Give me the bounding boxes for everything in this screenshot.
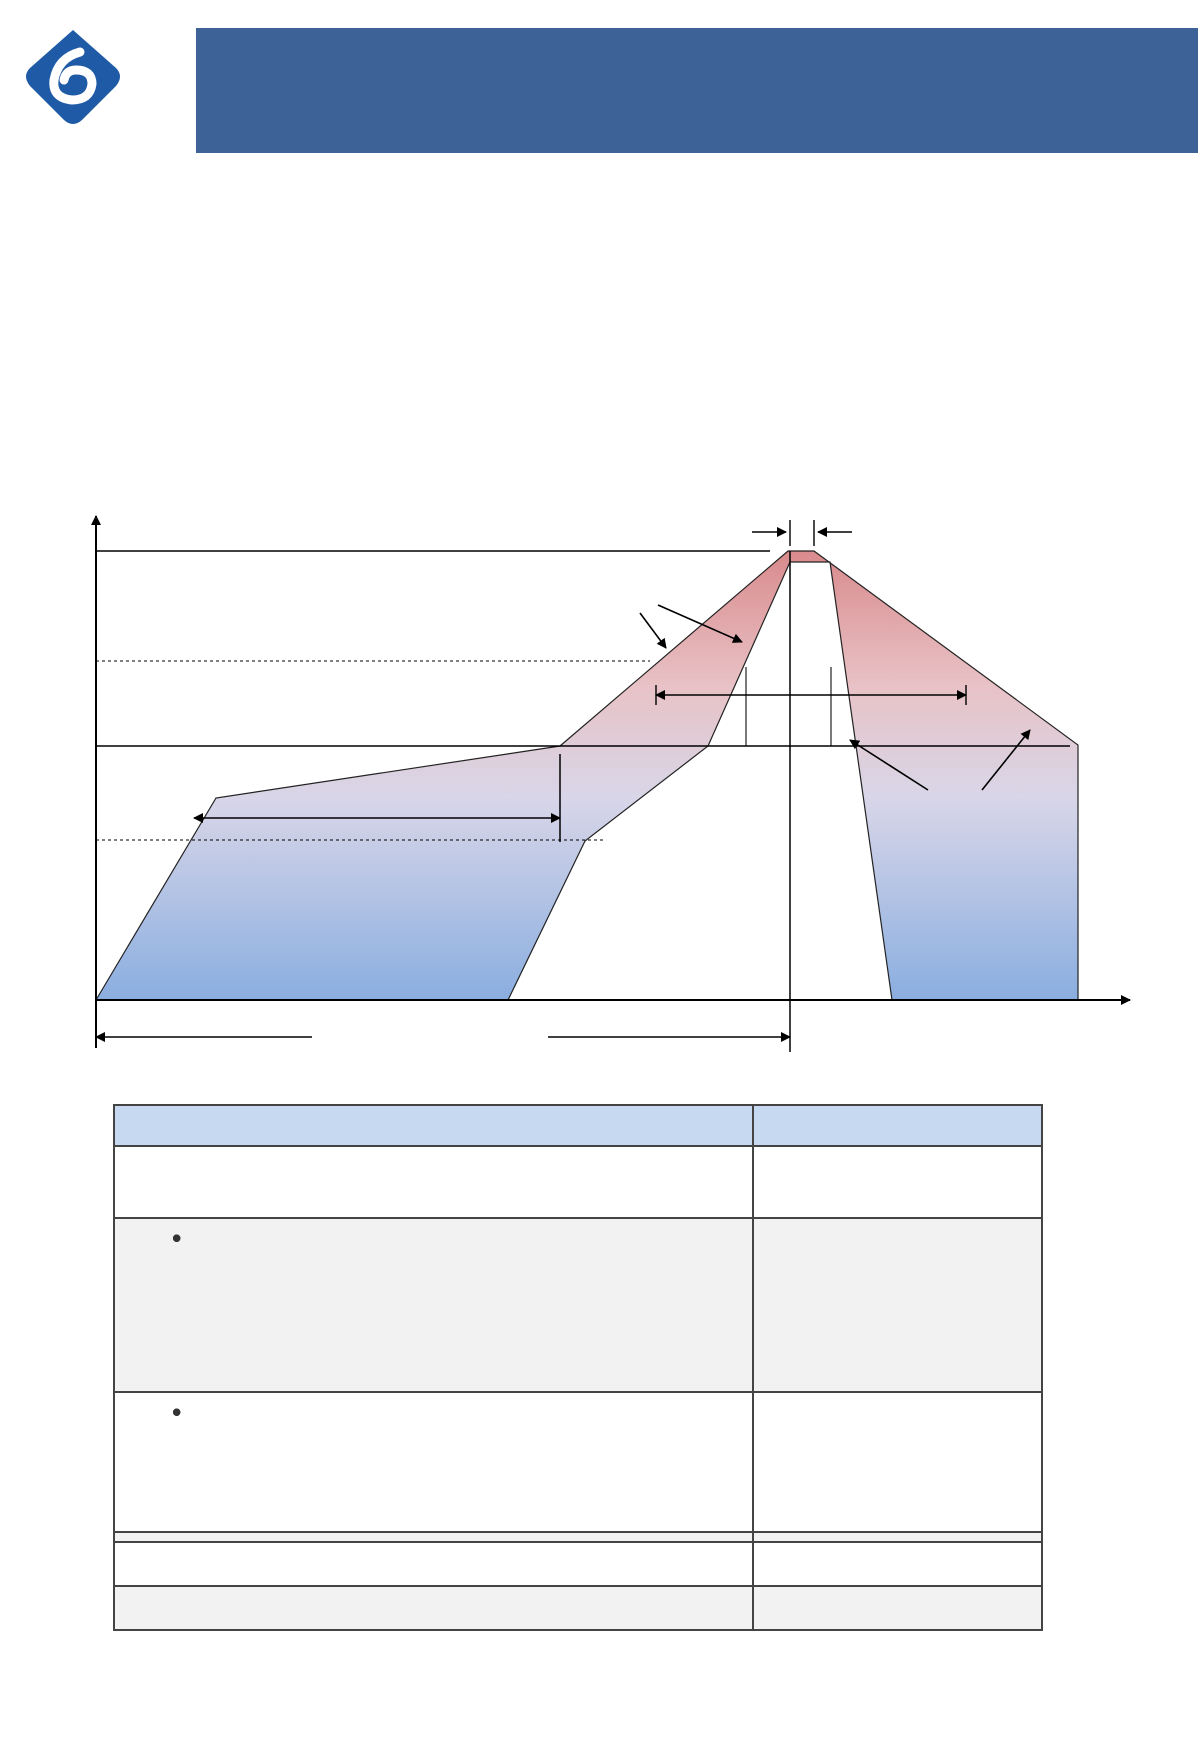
liquidus-window [746,667,831,746]
table-row-preheat [114,1218,1042,1392]
header-pbfree [753,1105,1042,1146]
ramp-up-arrow-1 [640,613,666,648]
table-row-ramp-up [114,1146,1042,1218]
table-row-ramp-down [114,1586,1042,1630]
section-heading [8,448,22,482]
company-logo-icon [20,28,126,130]
table-row-above-liquidus [114,1392,1042,1532]
title-banner [196,28,1198,153]
profile-area [96,551,1078,1000]
table-header-row [114,1105,1042,1146]
reflow-profile-chart [0,500,1200,1060]
table-row-peak [114,1532,1042,1542]
reflow-spec-table [113,1104,1043,1631]
header-feature [114,1105,753,1146]
table-row-time-within-peak [114,1542,1042,1586]
